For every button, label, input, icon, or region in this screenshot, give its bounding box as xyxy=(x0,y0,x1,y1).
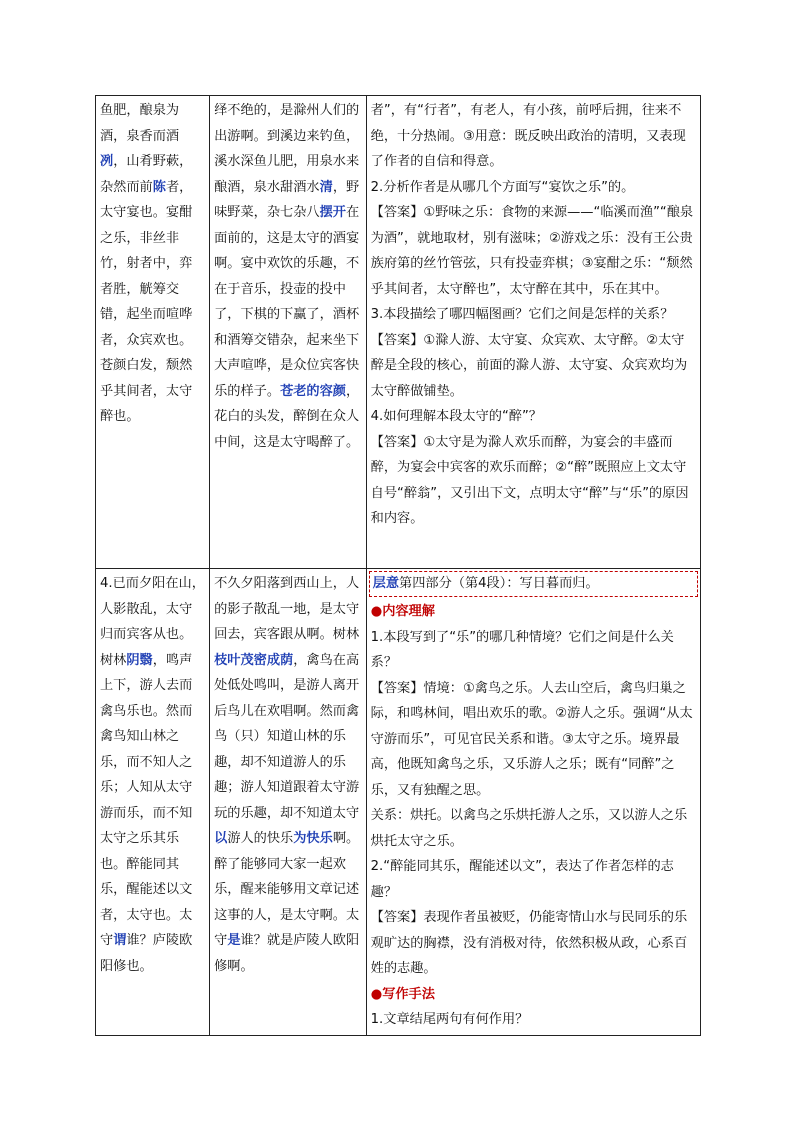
translation-cell xyxy=(210,569,367,1036)
text-run: 不久夕阳落到西山上，人的影子散乱一地，是太守回去，宾客跟从啊。树林 xyxy=(214,576,360,642)
question: 3.本段描绘了哪四幅图画？它们之间是怎样的关系？ xyxy=(370,307,674,322)
text-run: ，鸣声上下，游人去而禽鸟乐也。然而禽鸟知山林之乐，而不知人之乐；人知从太守游而乐，而不知太守之乐其乐也。醉能同其乐，醒能述以文者，太守也。太守 xyxy=(100,652,193,948)
original-text-cell xyxy=(96,96,210,569)
text-run: 谁？庐陵欧阳修也。 xyxy=(100,933,193,974)
text-run: ，花白的头发，醉倒在众人中间，这是太守喝醉了。 xyxy=(214,383,360,450)
section-summary-box xyxy=(369,571,698,597)
bullet-icon: ● xyxy=(370,604,383,619)
answer: 关系：烘托。以禽鸟之乐烘托游人之乐，又以游人之乐烘托太守之乐。 xyxy=(370,808,688,849)
analysis-cell xyxy=(366,96,700,569)
section-heading xyxy=(371,599,696,625)
keyword: 谓 xyxy=(113,933,127,948)
keyword: 摆开 xyxy=(319,205,346,220)
text-run: ，野味野菜，杂七杂八 xyxy=(214,179,360,220)
annotation-table xyxy=(95,95,701,1036)
bullet-icon: ● xyxy=(370,986,383,1002)
text-run: 啊。醉了能够同大家一起欢乐，醒来能够用文章记述这事的人，是太守啊。太守 xyxy=(214,831,360,948)
table-row xyxy=(96,96,701,569)
text-run: 者，太守宴也。宴酣之乐，非丝非竹，射者中，弈者胜，觥筹交错，起坐而喧哗者，众宾欢也。苍颜白发，颓然乎其间者，太守醉也。 xyxy=(100,179,193,424)
text-run: 4.已而夕阳在山，人影散乱，太守归而宾客从也。树林 xyxy=(100,576,205,668)
text-run: 谁？就是庐陵人欧阳修啊。 xyxy=(214,933,360,974)
keyword: 苍老的容颜 xyxy=(280,383,346,399)
question: 4.如何理解本段太守的“醉”？ xyxy=(370,409,542,424)
text-run: ，山肴野蔌，杂然而前 xyxy=(100,154,193,195)
analysis-text: 者”，有“行者”，有老人，有小孩，前呼后拥，往来不绝，十分热闹。③用意：既反映出政治的清明，又表现了作者的自信和得意。 xyxy=(370,103,686,169)
keyword: 为快乐 xyxy=(293,831,333,846)
keyword: 清 xyxy=(319,179,333,195)
keyword: 阴翳 xyxy=(126,652,153,668)
original-text-cell xyxy=(96,569,210,1036)
keyword: 以 xyxy=(214,831,228,846)
text-run: ，禽鸟在高处低处鸣叫，是游人离开后鸟儿在欢唱啊。然而禽鸟（只）知道山林的乐趣，却不知道游人的乐趣；游人知道跟着太守游玩的乐趣，却不知道太守 xyxy=(214,652,360,821)
box-text: 第四部分（第4段）：写日暮而归。 xyxy=(399,576,599,591)
text-run: 游人的快乐 xyxy=(227,831,294,846)
table-row xyxy=(96,569,701,1036)
question: 2.“醉能同其乐，醒能述以文”，表达了作者怎样的志趣？ xyxy=(370,859,674,900)
keyword: 陈 xyxy=(152,179,166,195)
analysis-cell xyxy=(366,569,700,1036)
text-run: 绎不绝的，是滁州人们的出游啊。到溪边来钓鱼，溪水深鱼儿肥，用泉水来酿酒，泉水甜酒水 xyxy=(214,103,360,195)
answer: 【答案】①滁人游、太守宴、众宾欢、太守醉。②太守醉是全段的核心，前面的滁人游、太守宴、众宾欢均为太守醉做铺垫。 xyxy=(370,332,688,399)
keyword: 冽 xyxy=(100,154,114,169)
question: 1.文章结尾两句有何作用？ xyxy=(370,1012,529,1027)
question: 2.分析作者是从哪几个方面写“宴饮之乐”的。 xyxy=(370,179,635,195)
answer: 【答案】表现作者虽被贬，仍能寄情山水与民同乐的乐观旷达的胸襟，没有消极对待，依然积极从政，心系百姓的志趣。 xyxy=(370,910,688,976)
keyword: 是 xyxy=(227,933,241,948)
keyword: 枝叶茂密成荫 xyxy=(214,652,294,668)
question: 1.本段写到了“乐”的哪几种情境？它们之间是什么关系？ xyxy=(370,629,674,670)
answer: 【答案】①野味之乐：食物的来源——“临溪而渔”“酿泉为酒”，就地取材，别有滋味；②游戏之乐：没有王公贵族府第的丝竹管弦，只有投壶弈棋；③宴酣之乐：“颓然乎其间者，太守醉也”，太守醉在其中，乐在其中。 xyxy=(370,205,694,297)
text-run: 鱼肥，酿泉为酒，泉香而酒 xyxy=(100,103,180,144)
heading-text: 内容理解 xyxy=(382,604,435,619)
box-tag: 层意 xyxy=(372,576,400,591)
translation-cell xyxy=(210,96,367,569)
heading-text: 写作手法 xyxy=(382,986,435,1002)
section-heading xyxy=(371,982,696,1008)
answer: 【答案】情境：①禽鸟之乐。人去山空后，禽鸟归巢之际，和鸣林间，唱出欢乐的歌。②游人之乐。强调“从太守游而乐”，可见官民关系和谐。③太守之乐。境界最高，他既知禽鸟之乐，又乐游人之乐；既有“同醉”之乐，又有独醒之思。 xyxy=(370,680,693,798)
answer: 【答案】①太守是为滁人欢乐而醉，为宴会的丰盛而醉，为宴会中宾客的欢乐而醉；②“醉”既照应上文太守自号“醉翁”，又引出下文，点明太守“醉”与“乐”的原因和内容。 xyxy=(370,434,689,526)
text-run: 在面前的，这是太守的酒宴啊。宴中欢饮的乐趣，不在于音乐，投壶的投中了，下棋的下赢了，酒杯和酒筹交错杂，起来坐下大声喧哗，是众位宾客快乐的样子。 xyxy=(214,205,360,399)
